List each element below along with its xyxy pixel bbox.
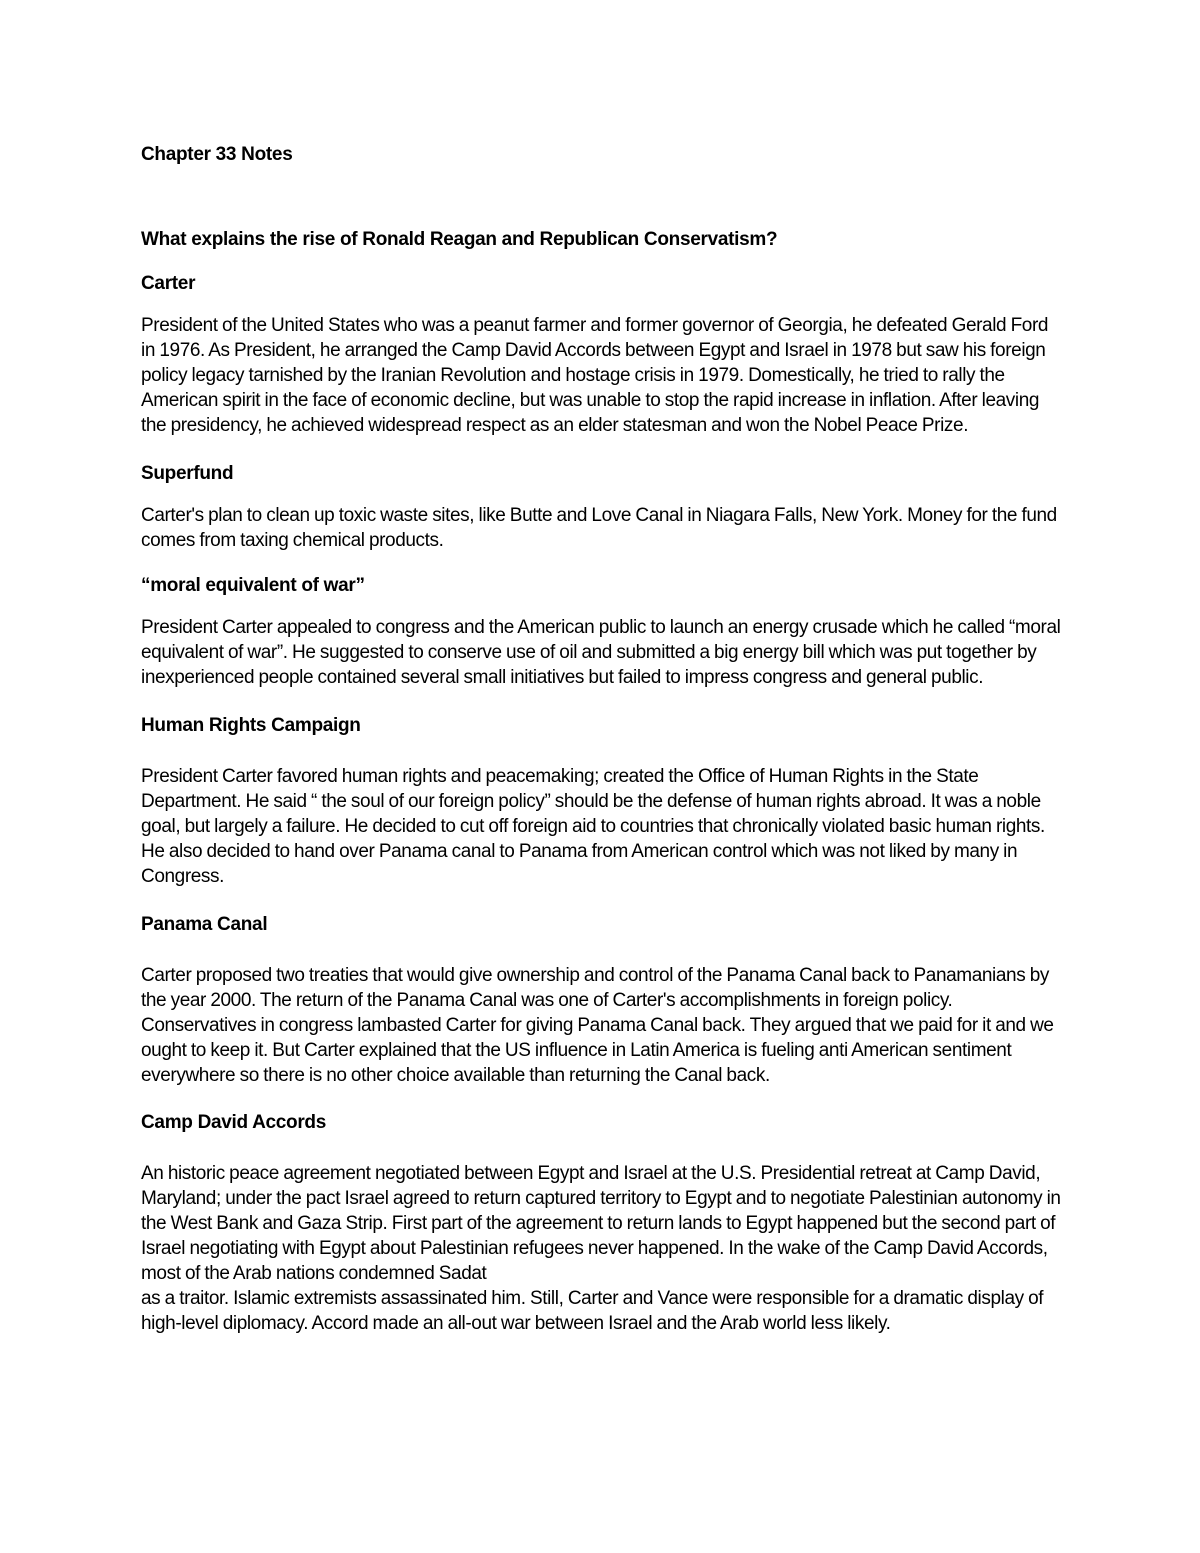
section-heading: Camp David Accords xyxy=(141,1112,327,1133)
section-heading: Carter xyxy=(141,273,196,294)
section-paragraph: Carter proposed two treaties that would give ownership and control of the Panama Canal back to Panamanians by the year 2000. The return of the Panama Canal was one of Carter's accomplishments in foreign policy. Conservatives in congress lambasted Carter for giving Panama Canal back. They argued that we paid for it and we ought to keep it. But Carter explained that the US influence in Latin America is fueling anti American sentiment everywhere so there is no other choice available than returning the Canal back. xyxy=(141,965,1054,1086)
section-paragraph: Carter's plan to clean up toxic waste sites, like Butte and Love Canal in Niagara Falls, New York. Money for the fund comes from taxing chemical products. xyxy=(141,505,1057,551)
section-heading: Human Rights Campaign xyxy=(141,715,361,736)
section-paragraph: as a traitor. Islamic extremists assassinated him. Still, Carter and Vance were responsible for a dramatic display of high-level diplomacy. Accord made an all-out war between Israel and the Arab world less likely. xyxy=(141,1288,1044,1334)
document-title: Chapter 33 Notes xyxy=(141,144,293,165)
section-heading: “moral equivalent of war” xyxy=(141,575,365,596)
section-heading: Panama Canal xyxy=(141,914,268,935)
section-superfund xyxy=(141,462,1061,553)
section-human-rights-campaign xyxy=(141,714,1061,889)
chapter-question: What explains the rise of Ronald Reagan and Republican Conservatism? xyxy=(141,229,778,250)
section-paragraph: President Carter appealed to congress and the American public to launch an energy crusade which he called “moral equivalent of war”. He suggested to conserve use of oil and submitted a big energy bill which was put together by inexperienced people contained several small initiatives but failed to impress congress and general public. xyxy=(141,617,1061,688)
section-panama-canal xyxy=(141,913,1061,1088)
section-carter xyxy=(141,272,1061,438)
section-paragraph: President of the United States who was a peanut farmer and former governor of Georgia, he defeated Gerald Ford in 1976. As President, he arranged the Camp David Accords between Egypt and Israel in 1978 but saw his foreign policy legacy tarnished by the Iranian Revolution and hostage crisis in 1979. Domestically, he tried to rally the American spirit in the face of economic decline, but was unable to stop the rapid increase in inflation. After leaving the presidency, he achieved widespread respect as an elder statesman and won the Nobel Peace Prize. xyxy=(141,315,1049,436)
section-heading: Superfund xyxy=(141,463,234,484)
section-paragraph: An historic peace agreement negotiated between Egypt and Israel at the U.S. Presidential retreat at Camp David, Maryland; under the pact Israel agreed to return captured territory to Egypt and to negotiate Palestinian autonomy in the West Bank and Gaza Strip. First part of the agreement to return lands to Egypt happened but the second part of Israel negotiating with Egypt about Palestinian refugees never happened. In the wake of the Camp David Accords, most of the Arab nations condemned Sadat xyxy=(141,1163,1061,1284)
section-moral-equivalent-of-war xyxy=(141,574,1061,690)
section-camp-david-accords xyxy=(141,1111,1061,1336)
section-paragraph: President Carter favored human rights and peacemaking; created the Office of Human Rights in the State Department. He said “ the soul of our foreign policy” should be the defense of human rights abroad. It was a noble goal, but largely a failure. He decided to cut off foreign aid to countries that chronically violated basic human rights. He also decided to hand over Panama canal to Panama from American control which was not liked by many in Congress. xyxy=(141,766,1045,887)
